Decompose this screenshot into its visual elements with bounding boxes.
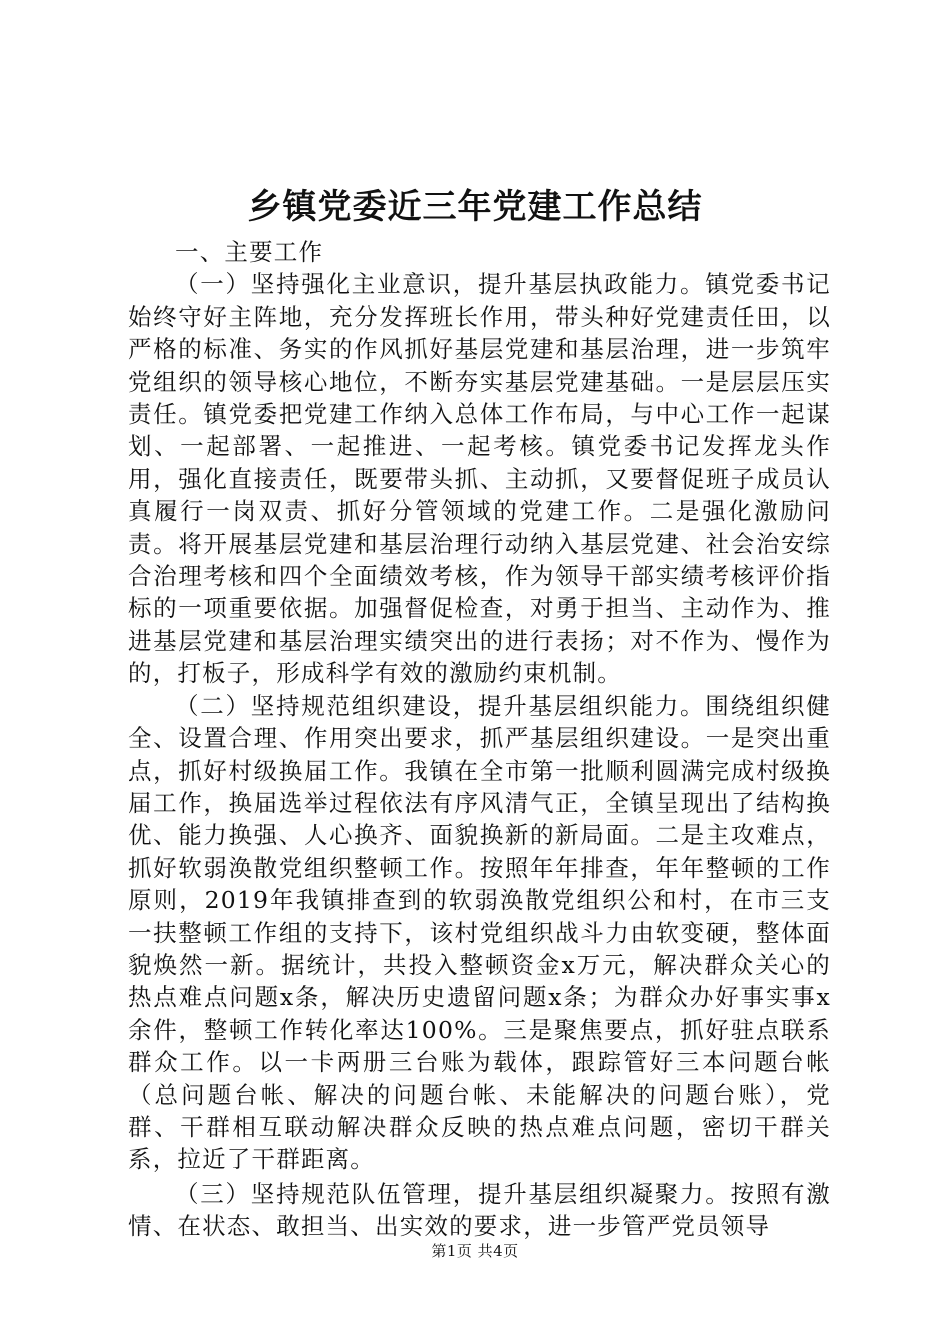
paragraph-2: （二）坚持规范组织建设，提升基层组织能力。围绕组织健全、设置合理、作用突出要求，抓严基层组织建设。一是突出重点，抓好村级换届工作。我镇在全市第一批顺利圆满完成村级换届工作，换届选举过程依法有序风清气正，全镇呈现出了结构换优、能力换强、人心换齐、面貌换新的新局面。二是主攻难点，抓好软弱涣散党组织整顿工作。按照年年排查，年年整顿的工作原则，2019年我镇排查到的软弱涣散党组织公和村，在市三支一扶整顿工作组的支持下，该村党组织战斗力由软变硬，整体面貌焕然一新。据统计，共投入整顿资金x万元，解决群众关心的热点难点问题x条，解决历史遗留问题x条；为群众办好事实事x余件，整顿工作转化率达100%。三是聚焦要点，抓好驻点联系群众工作。以一卡两册三台账为载体，跟踪管好三本问题台帐（总问题台帐、解决的问题台帐、未能解决的问题台账），党群、干群相互联动解决群众反映的热点难点问题，密切干群关系，拉近了干群距离。 (128, 691, 831, 1174)
paragraph-1: （一）坚持强化主业意识，提升基层执政能力。镇党委书记始终守好主阵地，充分发挥班长作用，带头种好党建责任田，以严格的标准、务实的作风抓好基层党建和基层治理，进一步筑牢党组织的领导核心地位，不断夯实基层党建基础。一是层层压实责任。镇党委把党建工作纳入总体工作布局，与中心工作一起谋划、一起部署、一起推进、一起考核。镇党委书记发挥龙头作用，强化直接责任，既要带头抓、主动抓，又要督促班子成员认真履行一岗双责、抓好分管领域的党建工作。二是强化激励问责。将开展基层党建和基层治理行动纳入基层党建、社会治安综合治理考核和四个全面绩效考核，作为领导干部实绩考核评价指标的一项重要依据。加强督促检查，对勇于担当、主动作为、推进基层党建和基层治理实绩突出的进行表扬；对不作为、慢作为的，打板子，形成科学有效的激励约束机制。 (128, 270, 831, 688)
document-body (128, 236, 831, 1243)
section-heading: 一、主要工作 (175, 238, 324, 266)
page-footer: 第1页 共4页 (431, 1242, 519, 1260)
document-title: 乡镇党委近三年党建工作总结 (247, 187, 703, 227)
paragraph-3: （三）坚持规范队伍管理，提升基层组织凝聚力。按照有激情、在状态、敢担当、出实效的要求，进一步管严党员领导 (128, 1179, 831, 1241)
